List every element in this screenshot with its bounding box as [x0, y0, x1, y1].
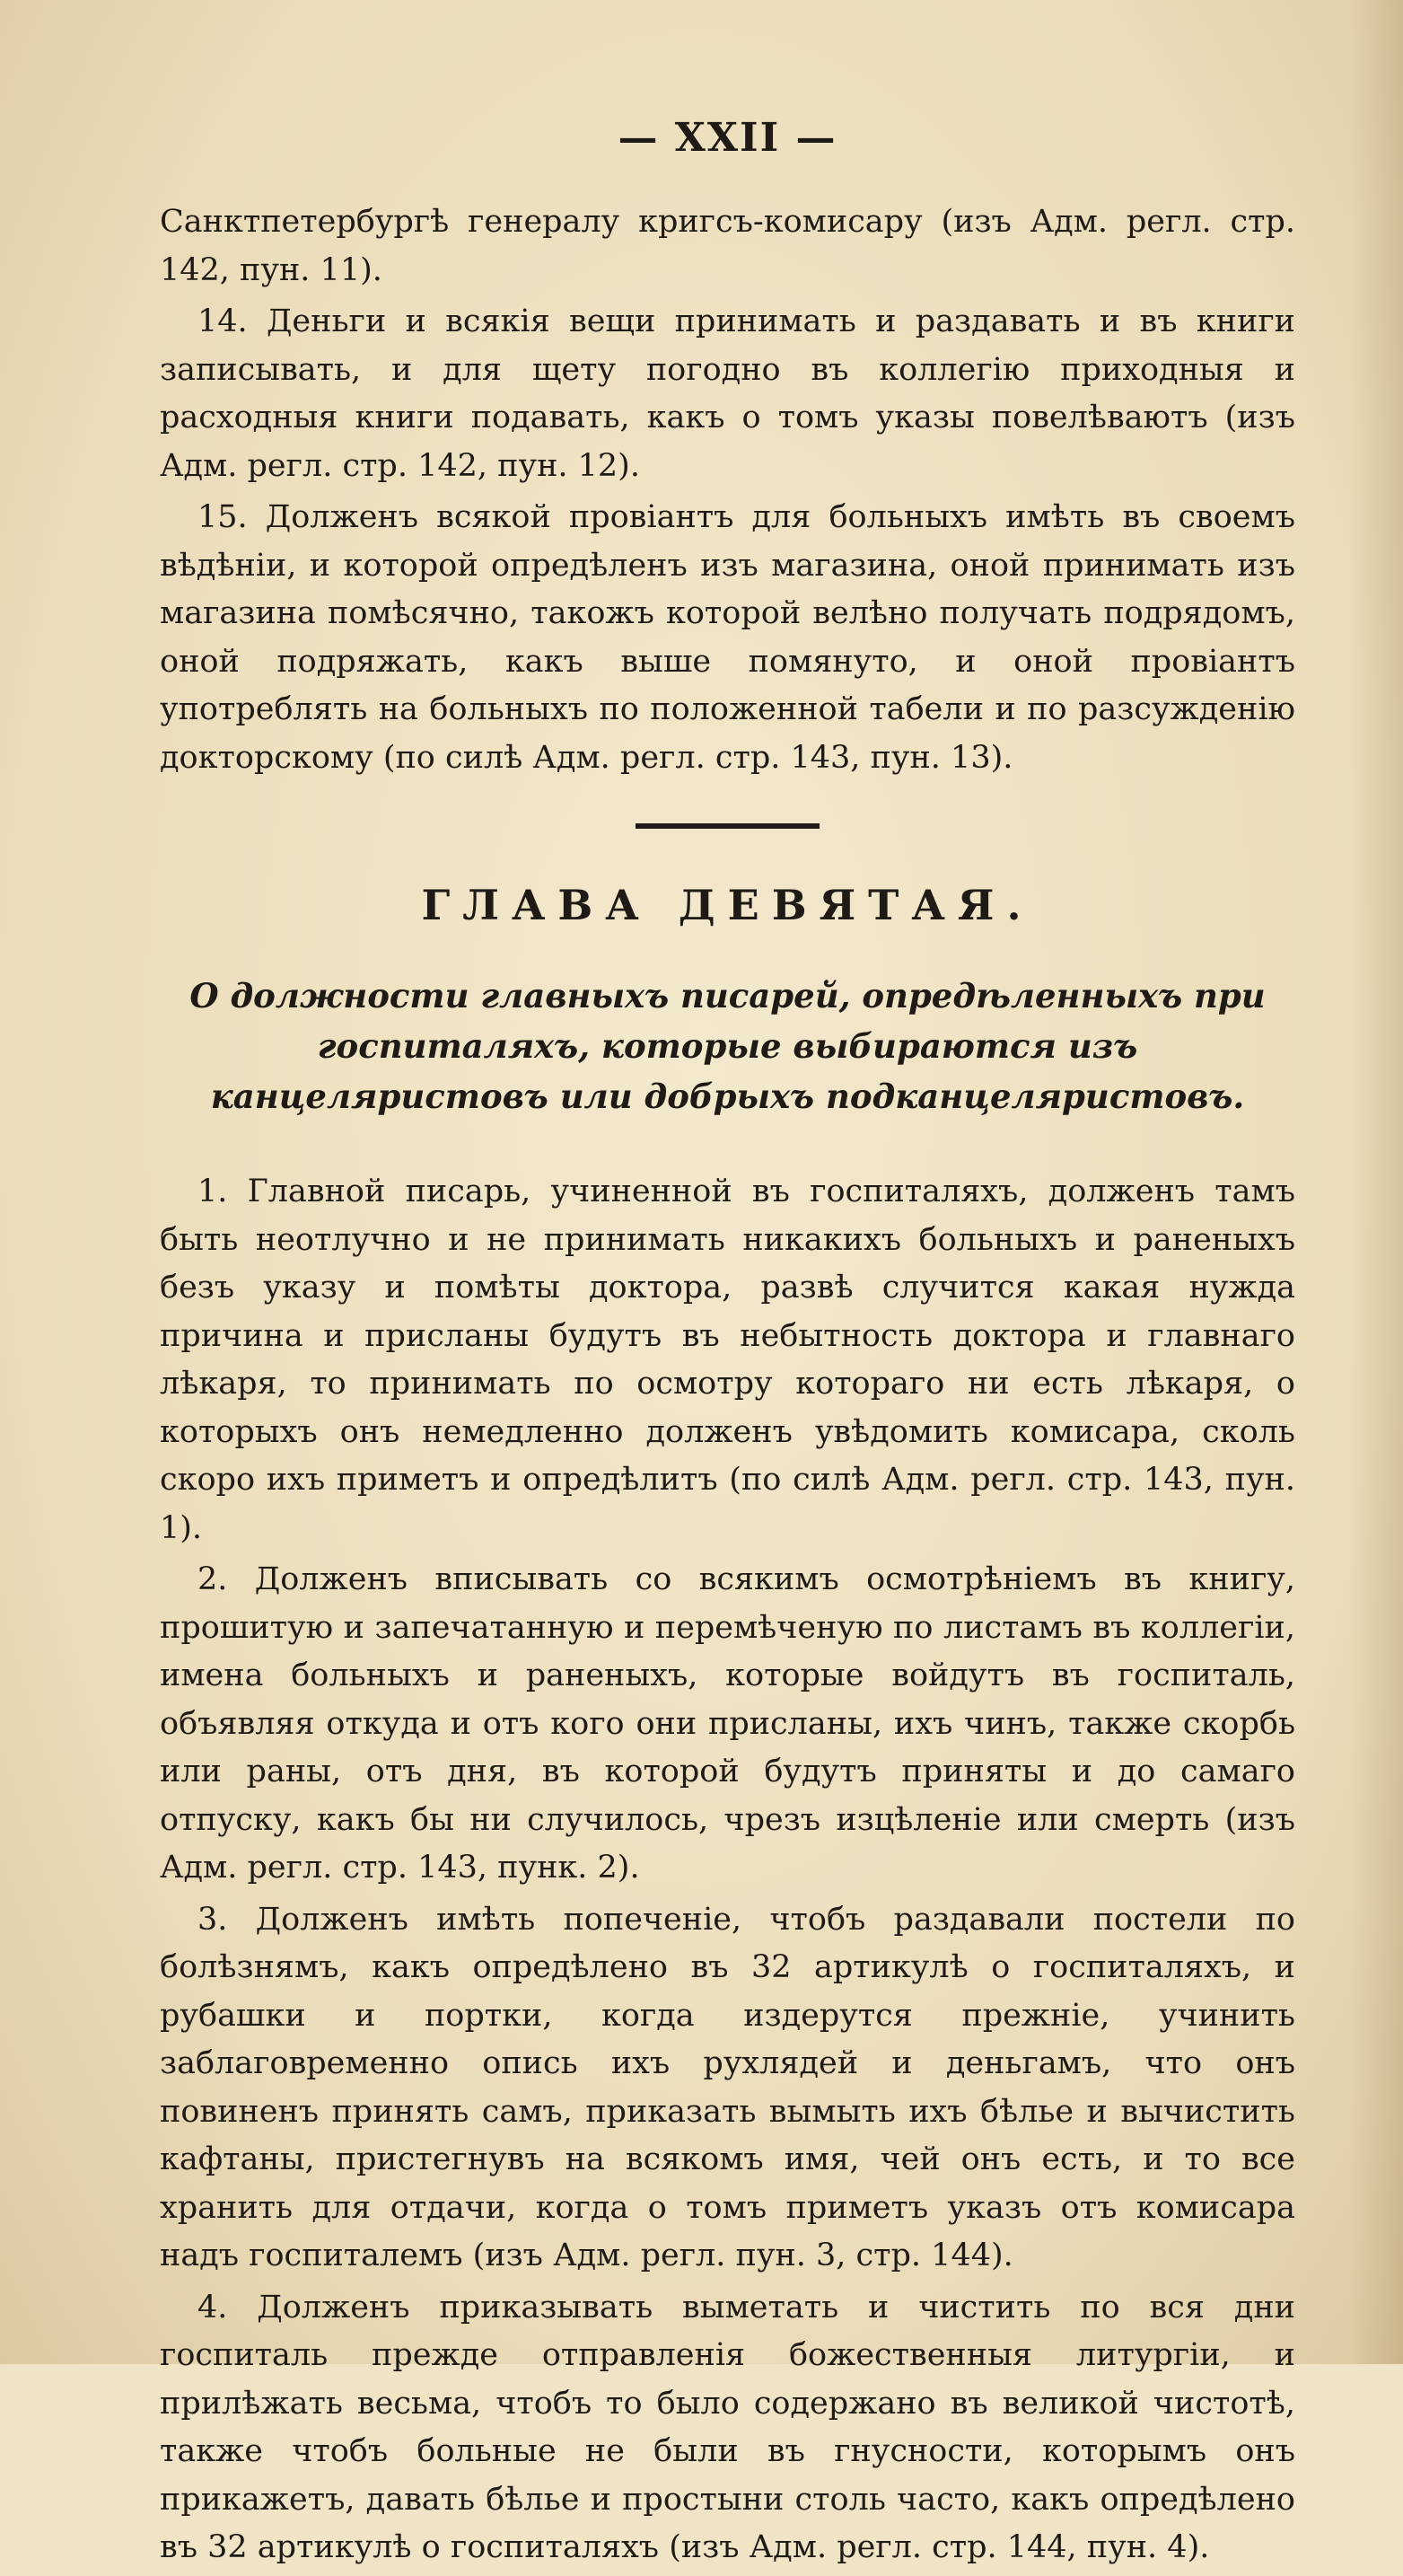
- paragraph-item-1: 1. Главной писарь, учиненной въ госпиталяхъ, долженъ тамъ быть неотлучно и не принимать никакихъ больныхъ и раненыхъ безъ указу и помѣты доктора, развѣ случится какая нужда причина и присланы будутъ въ небытность доктора и главнаго лѣкаря, то принимать по осмотру котораго ни есть лѣкаря, о которыхъ онъ немедленно долженъ увѣдомить комисара, сколь скоро ихъ приметъ и опредѣлитъ (по силѣ Адм. регл. стр. 143, пун. 1).: [160, 1174, 1295, 1546]
- paragraph-item-15: 15. Долженъ всякой провіантъ для больныхъ имѣть въ своемъ вѣдѣніи, и которой опредѣленъ изъ магазина, оной принимать изъ магазина помѣсячно, такожъ которой велѣно получать подрядомъ, оной подряжать, какъ выше помянуто, и оной провіантъ употреблять на больныхъ по положенной табели и по разсужденію докторскому (по силѣ Адм. регл. стр. 143, пун. 13).: [160, 499, 1295, 776]
- section-divider: [636, 823, 820, 829]
- paragraph-item-14: 14. Деньги и всякія вещи принимать и раздавать и въ книги записывать, и для щету погодно въ коллегію приходныя и расходныя книги подавать, какъ о томъ указы повелѣваютъ (изъ Адм. регл. стр. 142, пун. 12).: [160, 303, 1295, 484]
- chapter-subtitle: О должности главныхъ писарей, опредѣленныхъ при госпиталяхъ, которые выбираются изъ канцеляристовъ или добрыхъ подканцеляристовъ.: [189, 976, 1266, 1116]
- page-content: [160, 99, 1295, 2576]
- paragraph-item-3: 3. Долженъ имѣть попеченіе, чтобъ раздавали постели по болѣзнямъ, какъ опредѣлено въ 32 артикулѣ о госпиталяхъ, и рубашки и портки, когда издерутся прежніе, учинить заблаговременно опись ихъ рухлядей и деньгамъ, что онъ повиненъ принять самъ, приказать вымыть ихъ бѣлье и вычистить кафтаны, пристегнувъ на всякомъ имя, чей онъ есть, и то все хранить для отдачи, когда о томъ приметъ указъ отъ комисара надъ госпиталемъ (изъ Адм. регл. пун. 3, стр. 144).: [160, 1901, 1295, 2273]
- page-edge-shadow: [1349, 0, 1403, 2364]
- page-number: — XXII —: [618, 115, 837, 161]
- paragraph-item-4: 4. Долженъ приказывать выметать и чистить по вся дни госпиталь прежде отправленія божественныя литургіи, и прилѣжать весьма, чтобъ то было содержано въ великой чистотѣ, также чтобъ больные не были въ гнусности, которымъ онъ прикажетъ, давать бѣлье и простыни столь часто, какъ опредѣлено въ 32 артикулѣ о госпиталяхъ (изъ Адм. регл. стр. 144, пун. 4).: [160, 2289, 1295, 2565]
- paragraph-continuation: Санктпетербургѣ генералу кригсъ-комисару (изъ Адм. регл. стр. 142, пун. 11).: [160, 204, 1295, 288]
- chapter-title: ГЛАВА ДЕВЯТАЯ.: [421, 881, 1034, 929]
- paragraph-item-2: 2. Долженъ вписывать со всякимъ осмотрѣніемъ въ книгу, прошитую и запечатанную и перемѣченую по листамъ въ коллегіи, имена больныхъ и раненыхъ, которые войдутъ въ госпиталь, объявляя откуда и отъ кого они присланы, ихъ чинъ, также скорбь или раны, отъ дня, въ которой будутъ приняты и до самаго отпуску, какъ бы ни случилось, чрезъ изцѣленіе или смерть (изъ Адм. регл. стр. 143, пунк. 2).: [160, 1561, 1295, 1886]
